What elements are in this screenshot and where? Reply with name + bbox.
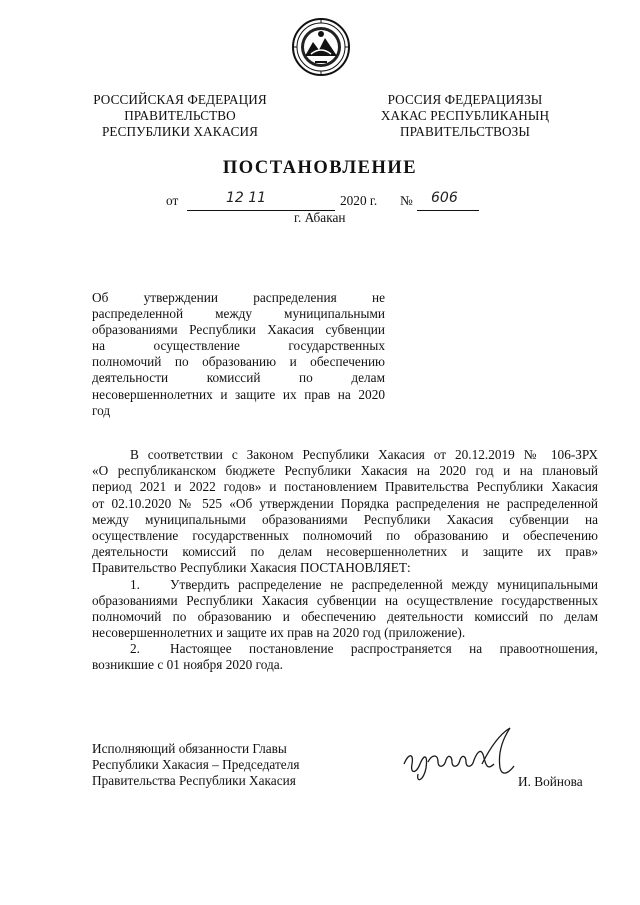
body-line: осуществление государственных полномочий по образованию и обеспечению: [92, 527, 598, 543]
city: г. Абакан: [294, 210, 346, 225]
handwritten-signature-icon: [398, 724, 528, 788]
subject-line: на осуществление государственных: [92, 338, 385, 354]
header-left-line: РЕСПУБЛИКИ ХАКАСИЯ: [102, 124, 258, 139]
body-line: деятельности комиссий по делам несовершеннолетних и защите их прав»: [92, 544, 598, 560]
body-line: от 02.10.2020 № 525 «Об утверждении Порядка распределения не распределенной: [92, 495, 598, 511]
header-left: [82, 92, 278, 140]
header-right-line: ПРАВИТЕЛЬСТВОЗЫ: [400, 124, 530, 139]
signer-position-line: Исполняющий обязанности Главы: [92, 741, 287, 756]
coat-of-arms-icon: [291, 16, 351, 78]
header-left-line: ПРАВИТЕЛЬСТВО: [124, 108, 236, 123]
header-left-line: РОССИЙСКАЯ ФЕДЕРАЦИЯ: [93, 92, 267, 107]
body-line: образованиями Республики Хакасия субвенции на осуществление государственных: [92, 592, 598, 608]
item-text: Настоящее постановление распространяется на правоотношения,: [170, 641, 598, 657]
subject-line: Об утверждении распределения не: [92, 290, 385, 305]
body-line: В соответствии с Законом Республики Хакасия от 20.12.2019 № 106-ЗРХ: [130, 447, 598, 462]
signer-position: [92, 741, 299, 790]
signer-position-line: Правительства Республики Хакасия: [92, 773, 296, 789]
document-title: ПОСТАНОВЛЕНИЕ: [222, 158, 418, 178]
year-label: 2020 г.: [340, 193, 378, 208]
header-right-line: ХАКАС РЕСПУБЛИКАНЫҢ: [380, 108, 550, 123]
number-label: №: [400, 193, 413, 208]
document-subject: [92, 290, 385, 419]
subject-line: год: [92, 402, 111, 418]
body-line: «О республиканском бюджете Республики Хакасия на 2020 год и на плановый: [92, 463, 598, 479]
number-underline: [417, 210, 479, 211]
from-label: от: [166, 193, 179, 208]
subject-line: несовершеннолетних и защите их прав на 2020: [92, 386, 385, 402]
subject-line: полномочий по образованию и обеспечению: [92, 354, 385, 370]
body-line: возникшие с 01 ноября 2020 года.: [92, 657, 283, 673]
subject-line: образованиями Республики Хакасия субвенции: [92, 322, 385, 338]
signer-position-line: Республики Хакасия – Председателя: [92, 757, 300, 773]
document-body: [92, 447, 598, 674]
item-2-first-line: [92, 641, 598, 657]
subject-line: деятельности комиссий по делам: [92, 370, 385, 386]
subject-line: распределенной между муниципальными: [92, 306, 385, 322]
header-right: [352, 92, 578, 140]
body-line: период 2021 и 2022 годов» и постановлением Правительства Республики Хакасия: [92, 479, 598, 495]
date-handwritten: 12 11: [226, 190, 267, 206]
number-handwritten: 606: [431, 190, 458, 206]
body-line: полномочий по образованию и обеспечению деятельности комиссий по делам: [92, 608, 598, 624]
body-line: между муниципальными образованиями Республики Хакасия субвенции на: [92, 511, 598, 527]
item-text: Утвердить распределение не распределенной между муниципальными: [170, 576, 598, 592]
body-line: несовершеннолетних и защите их прав на 2020 год (приложение).: [92, 625, 466, 641]
item-number: 2.: [130, 641, 140, 657]
body-line: Правительство Республики Хакасия ПОСТАНОВЛЯЕТ:: [92, 560, 411, 576]
header-right-line: РОССИЯ ФЕДЕРАЦИЯЗЫ: [387, 92, 543, 107]
signer-name: И. Войнова: [518, 774, 583, 789]
item-1-first-line: [92, 577, 598, 593]
item-number: 1.: [130, 576, 140, 592]
